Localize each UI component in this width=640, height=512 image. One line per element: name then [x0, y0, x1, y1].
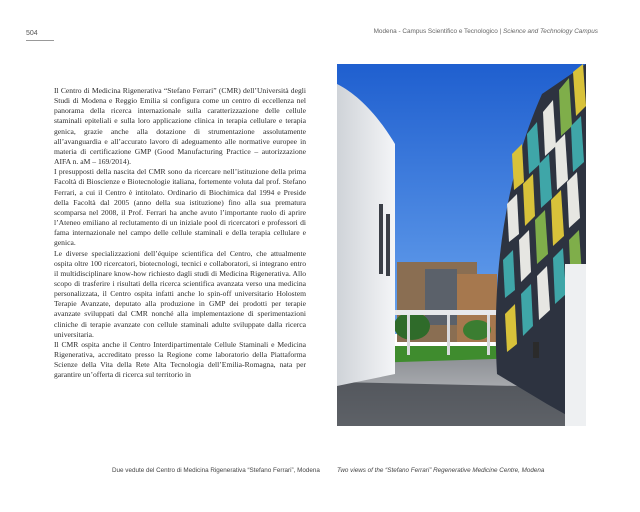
canopy-post	[487, 315, 490, 355]
caption-italian: Due vedute del Centro di Medicina Rigenerativa “Stefano Ferrari”, Modena	[112, 467, 320, 474]
tree	[463, 320, 491, 340]
header-rule	[26, 40, 54, 41]
running-header-separator: |	[497, 28, 504, 35]
canopy-post	[447, 315, 450, 355]
caption-english: Two views of the “Stefano Ferrari” Regenerative Medicine Centre, Modena	[337, 467, 545, 474]
tree	[394, 312, 430, 340]
running-header	[374, 28, 598, 35]
paragraph-1: Il Centro di Medicina Rigenerativa “Stefano Ferrari” (CMR) dell’Università degli Studi di Modena e Reggio Emilia si configura come un centro di eccellenza nel panorama della ricerca internazionale sulla caratterizzazione delle cellule staminali epiteliali e sulla loro applicazione clinica in terapia cellulare e terapia genica, grazie anche alla dotazione di strumentazione assolutamente all’avanguardia e all’accurato lavoro di adeguamento alle normative europee in materia di certificazione GMP (Good Manufacturing Practice – autorizzazione AIFA n. aM – 169/2014).	[54, 86, 306, 167]
person	[533, 342, 539, 358]
body-text	[54, 86, 306, 381]
page-number: 504	[26, 30, 38, 37]
paragraph-4: Il CMR ospita anche il Centro Interdipartimentale Cellule Staminali e Medicina Rigenerativa, accreditato presso la Regione come laboratorio della Piattaforma Scienze della Vita della Rete Alta Tecnologia dell’Emilia-Romagna, nata per garantire un’offerta di ricerca sul territorio in	[54, 339, 306, 380]
canopy	[392, 310, 502, 315]
building-photo	[337, 64, 586, 426]
canopy-post	[407, 315, 410, 355]
running-header-english: Science and Technology Campus	[503, 28, 598, 35]
paragraph-2: I presupposti della nascita del CMR sono da ricercare nell’istituzione della prima Facoltà di Bioscienze e Biotecnologie italiana, fortemente voluta dal prof. Stefano Ferrari, a cui il Centro è intitolato. Ordinario di Biochimica dal 1994 e Preside della Facoltà dal 2005 (anno della sua istituzione) fino alla sua prematura scomparsa nel 2008, il Prof. Ferrari ha anche avuto l’importante ruolo di aprire l’Ateneo emiliano al reclutamento di un iniziale pool di ricercatori e professori di fama internazionale nel campo delle cellule staminali e della terapia cellulare e genica.	[54, 167, 306, 248]
distant-building-windows	[425, 269, 457, 325]
left-building-window	[379, 204, 383, 274]
left-building-window	[386, 214, 390, 276]
paragraph-3: Le diverse specializzazioni dell’équipe scientifica del Centro, che attualmente ospita oltre 100 ricercatori, biotecnologi, tecnici e collaboratori, si integrano entro il multidisciplinare know-how richiesto dagli studi di Medicina Rigenerativa. Allo scopo di trasferire i risultati della ricerca scientifica avanzata verso una medicina personalizzata, il Centro ospita infatti anche lo spin-off universitario Holostem Terapie Avanzate, deputato alla produzione in GMP dei prodotti per terapie avanzate sviluppati dal CMR nonché alla implementazione di sperimentazioni cliniche di terapie avanzate con cellule staminali adulte sviluppate dalla ricerca universitaria.	[54, 248, 306, 339]
white-pillar	[565, 264, 586, 426]
running-header-italian: Modena - Campus Scientifico e Tecnologico	[373, 28, 498, 35]
